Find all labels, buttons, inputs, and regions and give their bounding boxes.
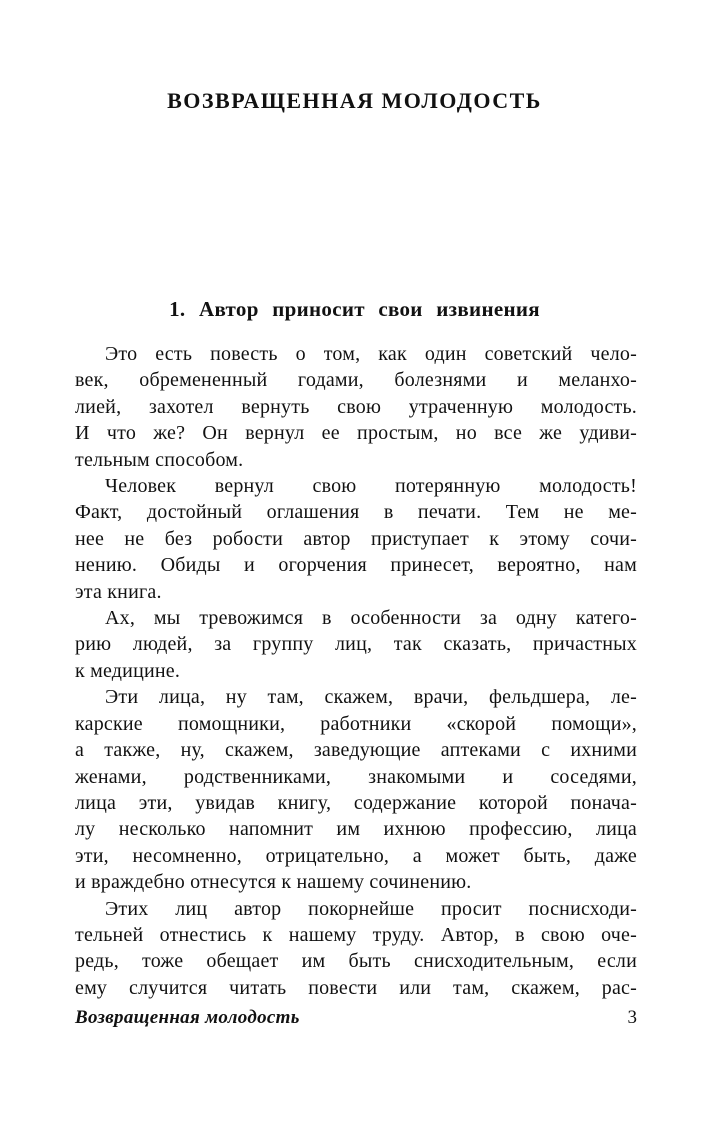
text-line: лией, захотел вернуть свою утраченную молодость. <box>75 395 637 418</box>
book-title: ВОЗВРАЩЕННАЯ МОЛОДОСТЬ <box>167 88 542 113</box>
paragraph <box>75 684 637 895</box>
text-line: нению. Обиды и огорчения принесет, вероятно, нам <box>75 554 637 577</box>
text-line: редь, тоже обещает им быть снисходительным, если <box>75 950 637 973</box>
running-title: Возвращенная молодость <box>75 1007 300 1028</box>
page-footer <box>75 1007 637 1029</box>
text-line: тельным способом. <box>75 448 244 471</box>
text-line: Факт, достойный оглашения в печати. Тем не ме- <box>75 501 637 524</box>
text-line: Ах, мы тревожимся в особенности за одну катего- <box>105 607 637 630</box>
text-line: Эти лица, ну там, скажем, врачи, фельдшера, ле- <box>105 686 637 709</box>
text-line: ему случится читать повести или там, скажем, рас- <box>75 976 637 999</box>
chapter-heading: 1. Автор приносит свои извинения <box>169 297 540 321</box>
text-line: а также, ну, скажем, заведующие аптеками с ихними <box>75 739 637 762</box>
text-line: эти, несомненно, отрицательно, а может быть, даже <box>75 844 637 867</box>
text-line: Это есть повесть о том, как один советский чело- <box>105 343 637 365</box>
paragraph <box>75 473 637 605</box>
text-line: эта книга. <box>75 580 162 603</box>
paragraph <box>75 896 637 1002</box>
text-line: женами, родственниками, знакомыми и соседями, <box>75 765 637 788</box>
paragraph <box>75 605 637 684</box>
text-line: тельней отнестись к нашему труду. Автор, в свою оче- <box>75 923 637 946</box>
text-line: нее не без робости автор приступает к этому сочи- <box>75 527 637 550</box>
body-text <box>75 341 637 1001</box>
text-line: карские помощники, работники «скорой помощи», <box>75 712 637 735</box>
text-line: к медицине. <box>75 659 181 682</box>
text-line: Человек вернул свою потерянную молодость! <box>105 475 637 498</box>
page-number: 3 <box>627 1007 637 1028</box>
text-line: рию людей, за группу лиц, так сказать, причастных <box>75 633 637 656</box>
paragraph <box>75 341 637 473</box>
text-line: И что же? Он вернул ее простым, но все же удиви- <box>75 422 637 445</box>
text-line: Этих лиц автор покорнейше просит поснисходи- <box>105 897 637 920</box>
text-line: и враждебно отнесутся к нашему сочинению. <box>75 871 472 894</box>
text-line: лица эти, увидав книгу, содержание которой понача- <box>75 791 637 814</box>
text-line: век, обремененный годами, болезнями и меланхо- <box>75 369 637 392</box>
text-line: лу несколько напомнит им ихнюю профессию, лица <box>75 818 637 841</box>
